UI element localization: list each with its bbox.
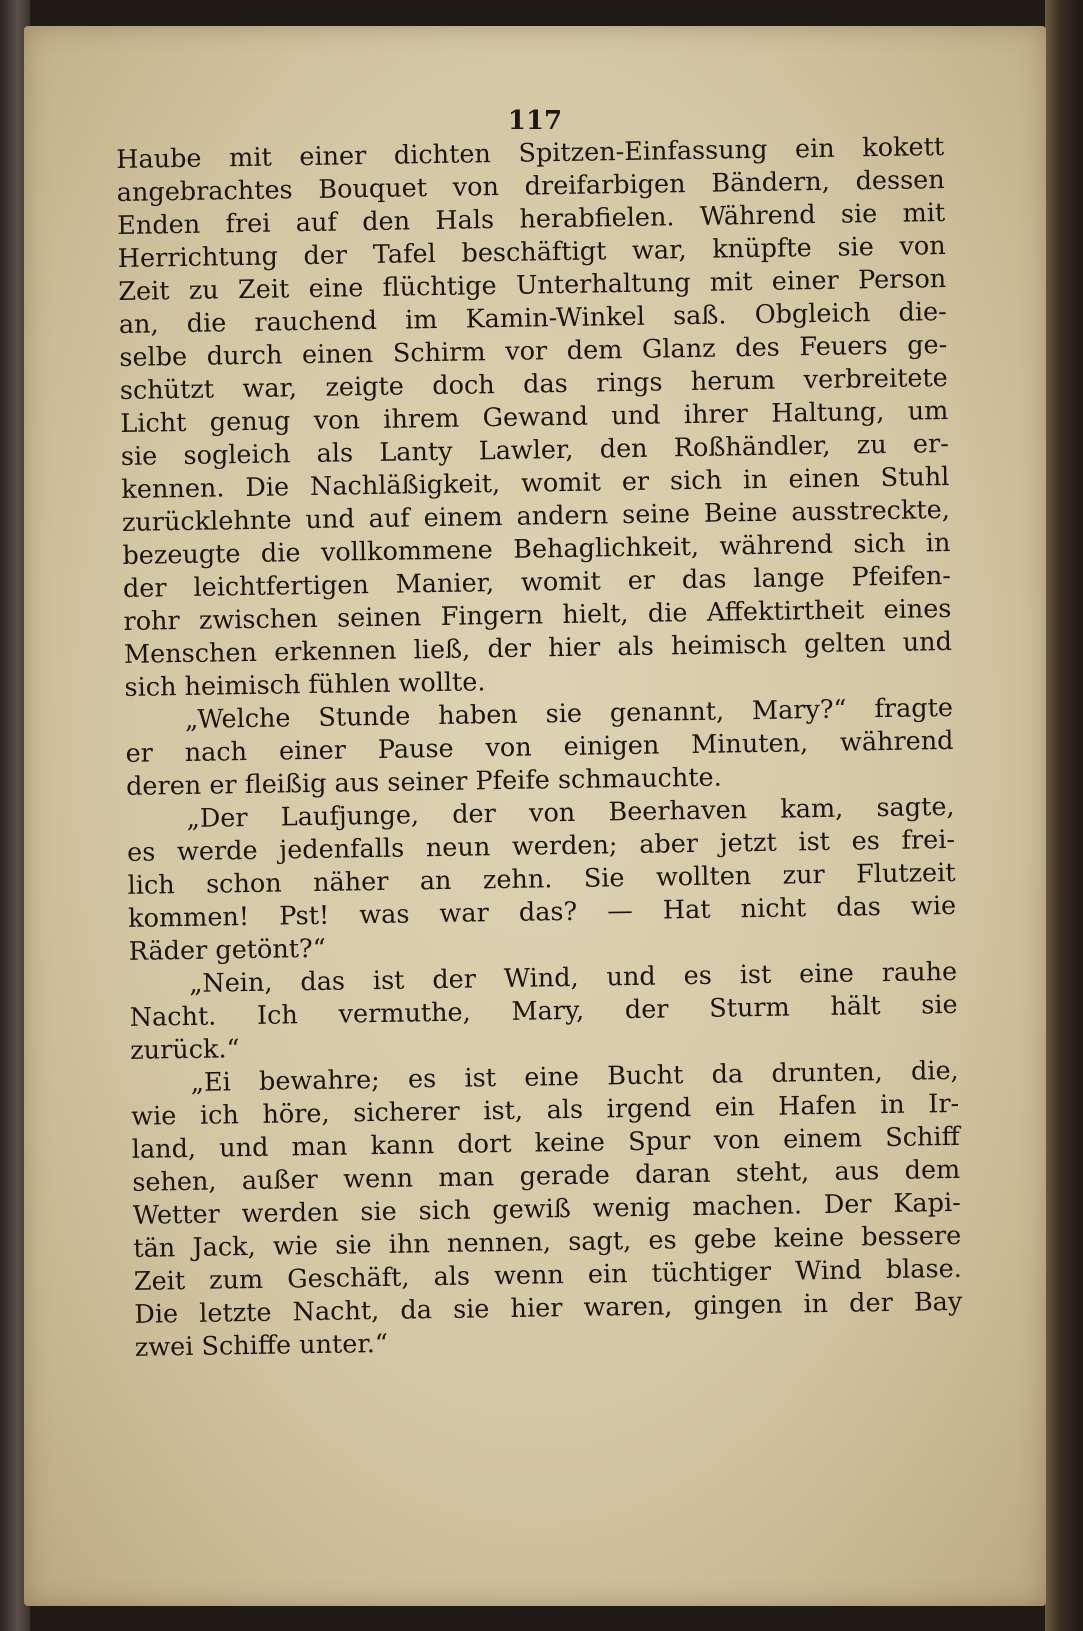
text-line: Zeit zum Geschäft, als wenn ein tüchtiger Wind blase. (133, 1253, 963, 1297)
text-line: deren er fleißig aus seiner Pfeife schmauchte. (125, 762, 722, 802)
text-line: „Welche Stunde haben sie genannt, Mary?“ fragte (184, 692, 954, 735)
text-line: Enden frei auf den Hals herabfielen. Während sie mit (117, 197, 946, 241)
text-line: es werde jedenfalls neun werden; aber jetzt ist es frei- (126, 824, 956, 868)
text-line: „Nein, das ist der Wind, und es ist eine rauhe (188, 956, 958, 999)
text-line: zwei Schiffe unter.“ (134, 1328, 389, 1363)
text-line: land, und man kann dort keine Spur von einem Schiff (131, 1121, 960, 1165)
page-number: 117 (507, 106, 563, 136)
text-line: Herrichtung der Tafel beschäftigt war, knüpfte sie von (117, 230, 946, 274)
text-line: „Der Laufjunge, der von Beerhaven kam, sagte, (186, 791, 955, 834)
text-line: Menschen erkennen ließ, der hier als heimisch gelten und (123, 626, 953, 670)
text-line: zurück.“ (130, 1034, 240, 1066)
text-line: Wetter werden sie sich gewiß wenig machen. Der Kapi- (132, 1187, 961, 1231)
text-line: „Ei bewahre; es ist eine Bucht da drunten, die, (190, 1055, 959, 1098)
text-line: kennen. Die Nachläßigkeit, womit er sich in einen Stuhl (121, 461, 950, 505)
text-line: angebrachtes Bouquet von dreifarbigen Bändern, dessen (116, 164, 945, 208)
text-line: bezeugte die vollkommene Behaglichkeit, während sich in (122, 527, 951, 571)
text-line: Die letzte Nacht, da sie hier waren, gingen in der Bay (134, 1286, 963, 1330)
text-line: Haube mit einer dichten Spitzen-Einfassung ein kokett (116, 131, 945, 175)
book-page (24, 26, 1046, 1606)
text-line: sehen, außer wenn man gerade daran steht, aus dem (132, 1154, 961, 1198)
text-line: Licht genug von ihrem Gewand und ihrer Haltung, um (120, 395, 949, 439)
text-line: Räder getönt?“ (128, 933, 326, 967)
text-line: kommen! Pst! was war das? — Hat nicht das wie (127, 890, 957, 934)
text-line: Nacht. Ich vermuthe, Mary, der Sturm hält sie (129, 989, 958, 1033)
text-line: er nach einer Pause von einigen Minuten, während (125, 725, 954, 769)
text-line: wie ich höre, sicherer ist, als irgend ein Hafen in Ir- (131, 1088, 960, 1132)
text-line: tän Jack, wie sie ihn nennen, sagt, es gebe keine bessere (133, 1220, 962, 1264)
text-line: lich schon näher an zehn. Sie wollten zur Flutzeit (127, 857, 956, 901)
book-edge-right (1045, 0, 1083, 1631)
text-line: Zeit zu Zeit eine flüchtige Unterhaltung mit einer Person (118, 263, 947, 307)
text-line: rohr zwischen seinen Fingern hielt, die Affektirtheit eines (123, 593, 952, 637)
text-line: schützt war, zeigte doch das rings herum verbreitete (119, 362, 949, 406)
text-line: an, die rauchend im Kamin-Winkel saß. Obgleich die- (118, 296, 947, 340)
text-line: sich heimisch fühlen wollte. (124, 667, 486, 703)
body-text (116, 131, 963, 1365)
text-line: zurücklehnte und auf einem andern seine Beine ausstreckte, (121, 494, 951, 538)
text-line: der leichtfertigen Manier, womit er das lange Pfeifen- (122, 560, 952, 604)
text-line: sie sogleich als Lanty Lawler, den Roßhändler, zu er- (120, 428, 950, 472)
text-line: selbe durch einen Schirm vor dem Glanz des Feuers ge- (119, 329, 948, 373)
